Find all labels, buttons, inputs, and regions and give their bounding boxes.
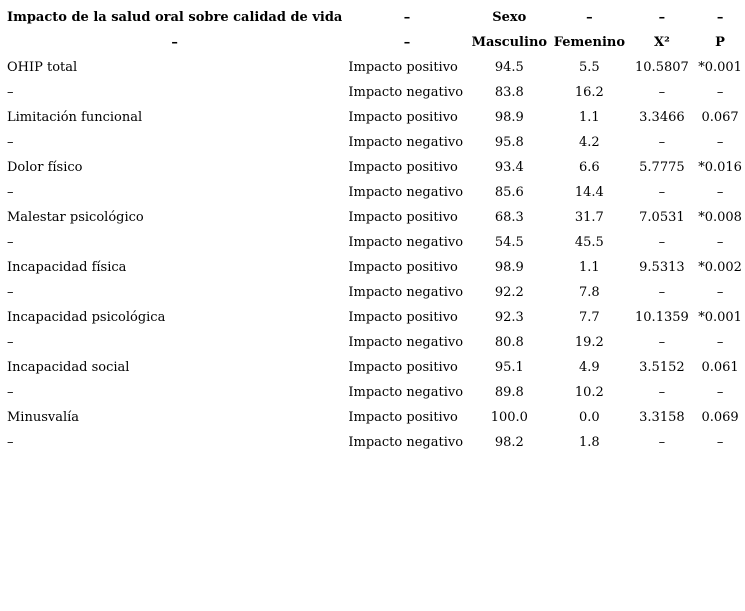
masculino-cell: 100.0	[490, 410, 528, 425]
p-value-cell: –	[716, 385, 724, 400]
masculino-cell: 92.2	[494, 285, 524, 300]
chi-square-cell: –	[658, 235, 666, 250]
table-row	[4, 80, 745, 105]
header-row	[4, 30, 745, 55]
femenino-cell: 4.2	[579, 135, 600, 150]
table-row	[4, 205, 745, 230]
chi-square-cell: 3.3158	[639, 410, 685, 425]
femenino-cell: 14.4	[574, 185, 604, 200]
dimension-cell: –	[7, 135, 14, 150]
masculino-cell: 68.3	[494, 210, 524, 225]
table-row	[4, 355, 745, 380]
femenino-cell: 0.0	[579, 410, 600, 425]
masculino-cell: 80.8	[494, 335, 524, 350]
p-value-cell: –	[716, 85, 724, 100]
masculino-cell: 94.5	[494, 60, 524, 75]
impact-cell: Impacto negativo	[348, 235, 464, 250]
impact-cell: Impacto positivo	[348, 360, 458, 375]
dimension-cell: Incapacidad psicológica	[7, 310, 166, 325]
p-value-cell: 0.067	[701, 110, 739, 125]
header-cell-empty-3: –	[586, 10, 593, 25]
masculino-cell: 93.4	[494, 160, 524, 175]
femenino-cell: 1.8	[579, 435, 600, 450]
impact-cell: Impacto negativo	[348, 85, 464, 100]
chi-square-cell: 3.3466	[639, 110, 685, 125]
impact-cell: Impacto positivo	[348, 310, 458, 325]
femenino-cell: 5.5	[579, 60, 600, 75]
impact-cell: Impacto negativo	[348, 285, 464, 300]
p-value-cell: *0.001	[698, 310, 742, 325]
dimension-cell: Limitación funcional	[7, 110, 143, 125]
femenino-cell: 7.8	[579, 285, 600, 300]
chi-square-cell: –	[658, 335, 666, 350]
p-value-cell: –	[716, 185, 724, 200]
header-cell-impact: –	[403, 35, 411, 50]
chi-square-cell: –	[658, 135, 666, 150]
header-cell-masculino: Masculino	[471, 35, 548, 50]
dimension-cell: Dolor físico	[7, 160, 83, 175]
masculino-cell: 92.3	[494, 310, 524, 325]
table-body	[4, 55, 745, 455]
impact-cell: Impacto negativo	[348, 135, 464, 150]
dimension-cell: OHIP total	[7, 60, 78, 75]
chi-square-cell: –	[658, 385, 666, 400]
masculino-cell: 95.8	[494, 135, 524, 150]
chi-square-cell: 7.0531	[639, 210, 685, 225]
masculino-cell: 54.5	[494, 235, 524, 250]
impact-cell: Impacto negativo	[348, 385, 464, 400]
dimension-cell: –	[7, 185, 14, 200]
table-row	[4, 180, 745, 205]
p-value-cell: *0.008	[698, 210, 742, 225]
table-row	[4, 380, 745, 405]
table-row	[4, 330, 745, 355]
impact-cell: Impacto negativo	[348, 185, 464, 200]
masculino-cell: 89.8	[494, 385, 524, 400]
table-row	[4, 155, 745, 180]
chi-square-cell: –	[658, 85, 666, 100]
dimension-cell: –	[7, 85, 14, 100]
p-value-cell: 0.069	[701, 410, 739, 425]
masculino-cell: 83.8	[494, 85, 524, 100]
table-row	[4, 55, 745, 80]
header-row	[4, 5, 745, 30]
impact-cell: Impacto negativo	[348, 435, 464, 450]
chi-square-cell: 9.5313	[639, 260, 685, 275]
p-value-cell: *0.002	[698, 260, 742, 275]
data-table	[4, 5, 745, 455]
header-cell-empty-4: –	[658, 10, 666, 25]
table-row	[4, 105, 745, 130]
impact-cell: Impacto positivo	[348, 410, 458, 425]
p-value-cell: 0.061	[701, 360, 739, 375]
femenino-cell: 4.9	[579, 360, 600, 375]
masculino-cell: 85.6	[494, 185, 524, 200]
table-row	[4, 230, 745, 255]
impact-cell: Impacto positivo	[348, 260, 458, 275]
table-row	[4, 130, 745, 155]
dimension-cell: Malestar psicológico	[7, 210, 144, 225]
dimension-cell: Incapacidad social	[7, 360, 130, 375]
header-cell-femenino: Femenino	[553, 35, 626, 50]
chi-square-cell: 3.5152	[639, 360, 685, 375]
table-header	[4, 5, 745, 55]
impact-cell: Impacto positivo	[348, 60, 458, 75]
header-cell-sexo: Sexo	[492, 10, 527, 25]
dimension-cell: Minusvalía	[7, 410, 80, 425]
impact-cell: Impacto positivo	[348, 110, 458, 125]
dimension-cell: –	[7, 235, 14, 250]
p-value-cell: –	[716, 335, 724, 350]
chi-square-cell: 10.5807	[635, 60, 689, 75]
femenino-cell: 45.5	[574, 235, 604, 250]
femenino-cell: 19.2	[574, 335, 604, 350]
table-row	[4, 430, 745, 455]
dimension-cell: –	[7, 435, 14, 450]
impact-cell: Impacto positivo	[348, 160, 458, 175]
header-cell-category: –	[403, 10, 411, 25]
femenino-cell: 16.2	[574, 85, 604, 100]
dimension-cell: –	[7, 335, 14, 350]
femenino-cell: 1.1	[579, 260, 600, 275]
p-value-cell: –	[716, 235, 724, 250]
chi-square-cell: 5.7775	[639, 160, 685, 175]
femenino-cell: 7.7	[579, 310, 600, 325]
impact-cell: Impacto negativo	[348, 335, 464, 350]
p-value-cell: –	[716, 135, 724, 150]
masculino-cell: 98.9	[494, 260, 524, 275]
table-row	[4, 305, 745, 330]
chi-square-cell: –	[658, 285, 666, 300]
header-cell-empty-5: –	[716, 10, 724, 25]
femenino-cell: 10.2	[574, 385, 604, 400]
impact-cell: Impacto positivo	[348, 210, 458, 225]
chi-square-cell: –	[658, 435, 666, 450]
femenino-cell: 1.1	[579, 110, 600, 125]
chi-square-cell: –	[658, 185, 666, 200]
dimension-cell: Incapacidad física	[7, 260, 127, 275]
p-value-cell: –	[716, 285, 724, 300]
header-cell-title: Impacto de la salud oral sobre calidad de vida	[7, 10, 343, 25]
dimension-cell: –	[7, 385, 14, 400]
table-row	[4, 280, 745, 305]
header-cell-p-value: P	[715, 35, 725, 50]
table-row	[4, 405, 745, 430]
masculino-cell: 98.2	[494, 435, 524, 450]
p-value-cell: –	[716, 435, 724, 450]
p-value-cell: *0.016	[698, 160, 742, 175]
chi-square-cell: 10.1359	[635, 310, 689, 325]
dimension-cell: –	[7, 285, 14, 300]
table-row	[4, 255, 745, 280]
masculino-cell: 98.9	[494, 110, 524, 125]
header-cell-chi-square: X²	[654, 35, 670, 50]
femenino-cell: 31.7	[574, 210, 604, 225]
header-cell-dimension: –	[171, 35, 178, 50]
femenino-cell: 6.6	[579, 160, 600, 175]
masculino-cell: 95.1	[494, 360, 524, 375]
p-value-cell: *0.001	[698, 60, 742, 75]
